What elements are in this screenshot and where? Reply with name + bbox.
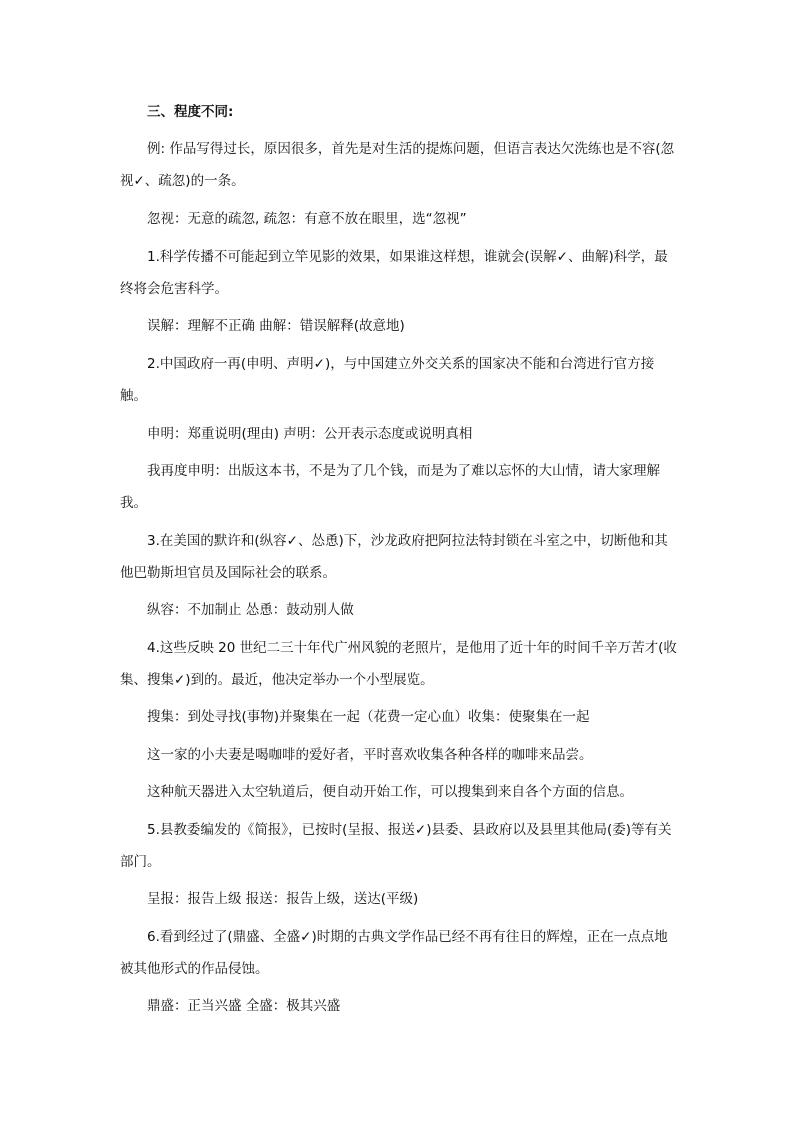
question-paragraph: 2.中国政府一再(申明、声明✓)，与中国建立外交关系的国家决不能和台湾进行官方接触。 xyxy=(120,356,655,404)
example-sentence: 我再度申明：出版这本书，不是为了几个钱，而是为了难以忘怀的大山情，请大家理解我。 xyxy=(120,463,660,511)
definition-line: 鼎盛：正当兴盛 全盛：极其兴盛 xyxy=(147,998,341,1014)
question-paragraph: 5.县教委编发的《简报》，已按时(呈报、报送✓)县委、县政府以及县里其他局(委)等有关部门。 xyxy=(120,822,672,870)
definition-line: 搜集：到处寻找(事物)并聚集在一起（花费一定心血）收集：使聚集在一起 xyxy=(147,709,590,725)
definition-line: 呈报：报告上级 报送：报告上级，送达(平级) xyxy=(147,891,419,907)
definition-line: 忽视：无意的疏忽, 疏忽：有意不放在眼里，选“忽视” xyxy=(147,211,467,227)
definition-line: 误解：理解不正确 曲解：错误解释(故意地) xyxy=(147,318,405,334)
question-paragraph: 4.这些反映 20 世纪二三十年代广州风貌的老照片，是他用了近十年的时间千辛万苦才(收集、搜集✓)到的。最近，他决定举办一个小型展览。 xyxy=(120,640,677,688)
definition-line: 申明：郑重说明(理由) 声明：公开表示态度或说明真相 xyxy=(147,426,473,442)
section-heading: 三、程度不同: xyxy=(147,104,234,120)
question-paragraph: 1.科学传播不可能起到立竿见影的效果，如果谁这样想，谁就会(误解✓、曲解)科学，最终将会危害科学。 xyxy=(120,249,668,297)
question-paragraph: 6.看到经过了(鼎盛、全盛✓)时期的古典文学作品已经不再有往日的辉煌，正在一点点地被其他形式的作品侵蚀。 xyxy=(120,929,668,977)
example-sentence: 这一家的小夫妻是喝咖啡的爱好者，平时喜欢收集各种各样的咖啡来品尝。 xyxy=(147,747,593,763)
question-paragraph: 3.在美国的默许和(纵容✓、怂恿)下，沙龙政府把阿拉法特封锁在斗室之中，切断他和其他巴勒斯坦官员及国际社会的联系。 xyxy=(120,533,668,581)
example-sentence: 这种航天器进入太空轨道后，便自动开始工作，可以搜集到来自各个方面的信息。 xyxy=(147,784,633,800)
example-paragraph: 例: 作品写得过长，原因很多，首先是对生活的提炼问题，但语言表达欠洗练也是不容(忽视✓、疏忽)的一条。 xyxy=(120,141,675,189)
definition-line: 纵容：不加制止 怂恿：鼓动别人做 xyxy=(147,602,354,618)
